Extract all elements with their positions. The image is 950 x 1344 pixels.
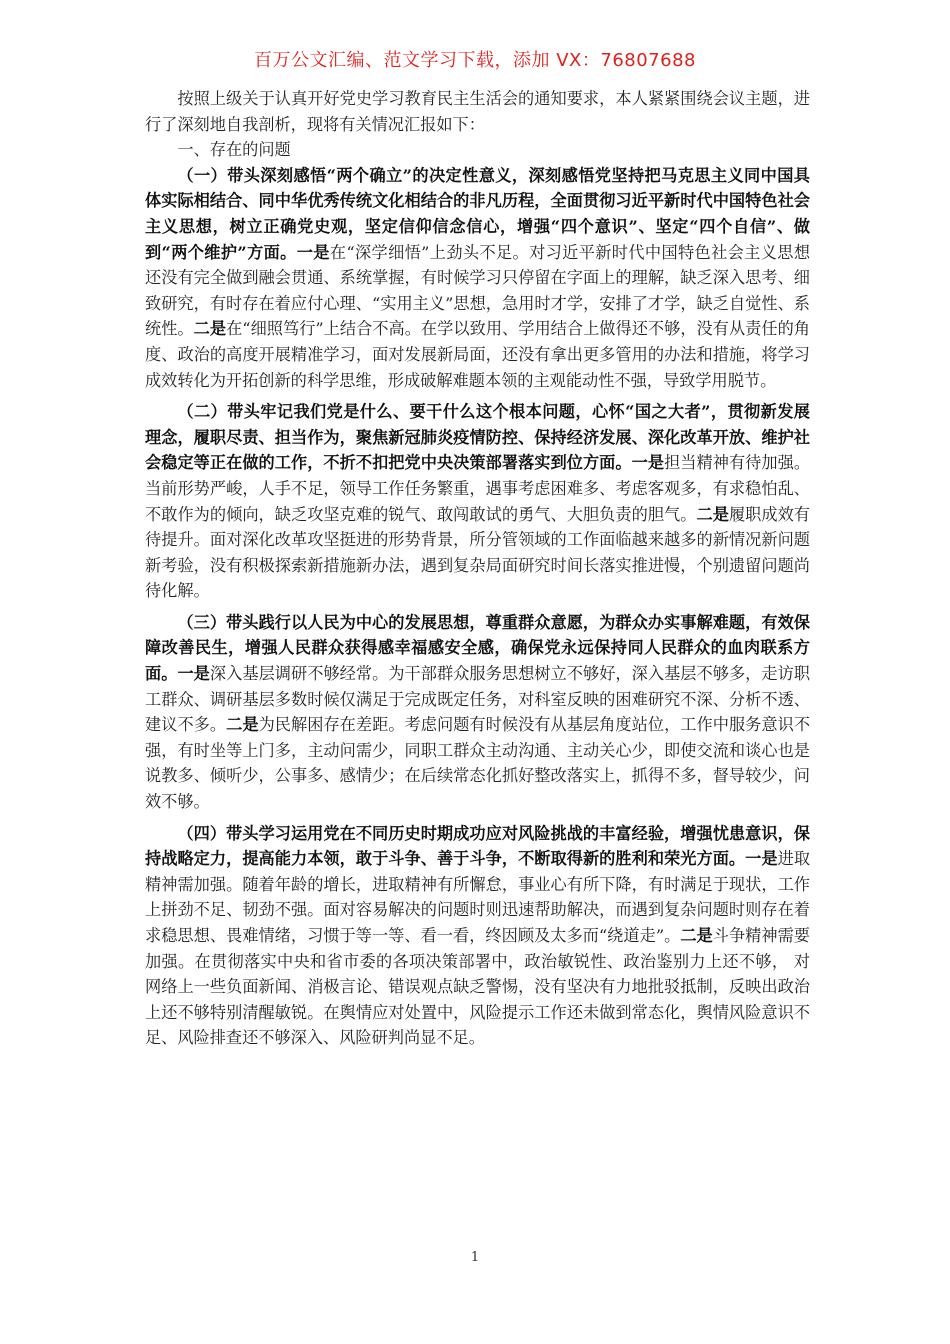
item-4-heading: （四）带头学习运用党在不同历史时期成功应对风险挑战的丰富经验，增强忧患意识，保持战略定力，提高能力本领，敢于斗争、善于斗争，不断取得新的胜利和荣光方面。 [145, 823, 810, 869]
item-3-paragraph [145, 610, 810, 815]
item-4-paragraph [145, 821, 810, 1051]
page-header-banner: 百万公文汇编、范文学习下载，添加 VX：76807688 [254, 50, 696, 71]
item-3-marker-2: 二是 [226, 715, 259, 735]
item-1-paragraph [145, 163, 810, 393]
item-2-paragraph [145, 399, 810, 604]
item-2-text-2: 履职成效有待提升。面对深化改革攻坚挺进的形势背景，所分管领域的工作面临越来越多的新情况新问题新考验，没有积极探索新措施新办法，遇到复杂局面研究时间长落实推进慢，个别遗留问题尚待化解。 [145, 504, 811, 601]
item-3-text-2: 为民解困存在差距。考虑问题有时候没有从基层角度站位，工作中服务意识不强，有时坐等上门多，主动问需少，同职工群众主动沟通、主动关心少，即使交流和谈心也是说教多、倾听少，公事多、感情少；在后续常态化抓好整改落实上，抓得不多，督导较少，问效不够。 [145, 715, 811, 812]
item-3-marker-1: 一是 [177, 664, 210, 684]
item-4-text-2: 斗争精神需要加强。在贯彻落实中央和省市委的各项决策部署中，政治敏锐性、政治鉴别力上还不够， 对网络上一些负面新闻、消极言论、错误观点缺乏警惕，没有坚决有力地批驳抵制，反映出政治上还不够特别清醒敏锐。在舆情应对处置中，风险提示工作还未做到常态化，舆情风险意识不足、风险排查还不够深入、风险研判尚显不足。 [145, 926, 810, 1048]
item-2-heading: （二）带头牢记我们党是什么、要干什么这个根本问题，心怀“国之大者”，贯彻新发展理念，履职尽责、担当作为，聚焦新冠肺炎疫情防控、保持经济发展、深化改革开放、维护社会稳定等正在做的工作，不折不扣把党中央决策部署落实到位方面。 [145, 402, 810, 473]
item-2-marker-1: 一是 [631, 453, 665, 473]
item-3-heading: （三）带头践行以人民为中心的发展思想，尊重群众意愿，为群众办实事解难题，有效保障改善民生，增强人民群众获得感幸福感安全感，确保党永远保持同人民群众的血肉联系方面。 [145, 612, 810, 684]
item-1-marker-1: 一是 [296, 242, 330, 262]
item-4-marker-2: 二是 [680, 926, 713, 945]
document-body [145, 86, 810, 1051]
intro-paragraph: 按照上级关于认真开好党史学习教育民主生活会的通知要求，本人紧紧围绕会议主题，进行了深刻地自我剖析，现将有关情况汇报如下： [145, 89, 810, 134]
item-1-text-2: 在“细照笃行”上结合不高。在学以致用、学用结合上做得还不够，没有从责任的角度、政治的高度开展精准学习，面对发展新局面，还没有拿出更多管用的办法和措施，将学习成效转化为开拓创新的科学思维，形成破解难题本领的主观能动性不强，导致学用脱节。 [145, 319, 810, 390]
item-3-text-1: 深入基层调研不够经常。为干部群众服务思想树立不够好，深入基层不够多，走访职工群众、调研基层多数时候仅满足于完成既定任务，对科室反映的困难研究不深、分析不透、建议不多。 [145, 664, 811, 735]
item-1-text-1: 在“深学细悟”上劲头不足。对习近平新时代中国特色社会主义思想还没有完全做到融会贯通、系统掌握，有时候学习只停留在字面上的理解，缺乏深入思考、细致研究，有时存在着应付心理、“实用主义”思想，急用时才学，安排了才学，缺乏自觉性、系统性。 [145, 242, 811, 339]
page-number: 1 [470, 1250, 480, 1265]
item-1-marker-2: 二是 [193, 319, 227, 339]
item-4-text-1: 进取精神需加强。随着年龄的增长，进取精神有所懈怠，事业心有所下降，有时满足于现状，工作上拼劲不足、韧劲不强。面对容易解决的问题时则迅速帮助解决，而遇到复杂问题时则存在着求稳思想、畏难情绪，习惯于等一等、看一看，终因顾及太多而“绕道走”。 [145, 849, 811, 945]
item-4-marker-1: 一是 [745, 849, 778, 869]
section-heading: 一、存在的问题 [177, 140, 291, 160]
item-2-marker-2: 二是 [696, 504, 729, 524]
item-1-heading: （一）带头深刻感悟“两个确立”的决定性意义，深刻感悟党坚持把马克思主义同中国具体实际相结合、同中华优秀传统文化相结合的非凡历程，全面贯彻习近平新时代中国特色社会主义思想，树立正确党史观，坚定信仰信念信心，增强“四个意识”、坚定“四个自信”、做到“两个维护”方面。 [145, 165, 810, 262]
item-2-text-1: 担当精神有待加强。当前形势严峻，人手不足，领导工作任务繁重，遇事考虑困难多、考虑客观多，有求稳怕乱、不敢作为的倾向，缺乏攻坚克难的锐气、敢闯敢试的勇气、大胆负责的胆气。 [145, 453, 811, 524]
